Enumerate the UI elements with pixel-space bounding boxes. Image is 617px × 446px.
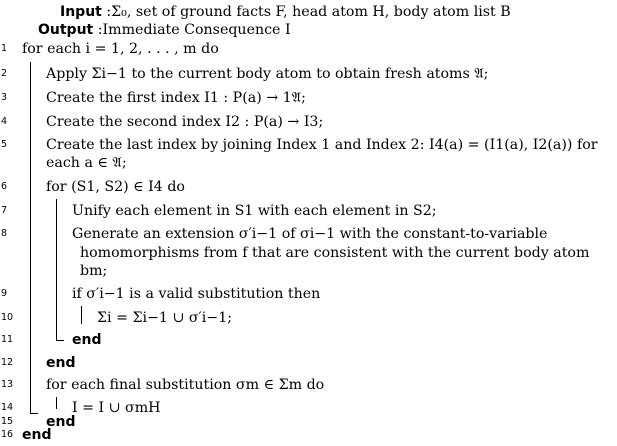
algorithm-line-continuation bbox=[0, 152, 617, 174]
algorithm-line bbox=[0, 374, 617, 396]
line-number: 14 bbox=[1, 402, 14, 413]
line-number: 12 bbox=[1, 357, 14, 368]
line-number: 4 bbox=[1, 116, 8, 127]
line-number: 6 bbox=[1, 181, 8, 192]
line-text: Create the last index by joining Index 1 and Index 2: I4(a) = (I1(a), I2(a)) for bbox=[46, 137, 598, 153]
line-number: 8 bbox=[1, 228, 8, 239]
line-text: each a ∈ 𝔄; bbox=[46, 155, 127, 171]
line-text: I = I ∪ σmH bbox=[72, 400, 161, 416]
block-rule-inner-for bbox=[56, 199, 57, 341]
line-text: Generate an extension σ′i−1 of σi−1 with the constant-to-variable bbox=[72, 226, 548, 242]
line-text: Apply Σi−1 to the current body atom to obtain fresh atoms 𝔄; bbox=[46, 66, 489, 82]
algorithm-line bbox=[0, 329, 617, 351]
algorithm-line bbox=[0, 87, 617, 109]
block-rule-for-end bbox=[30, 413, 38, 414]
line-number: 16 bbox=[1, 429, 14, 440]
line-number: 5 bbox=[1, 139, 8, 150]
line-number: 7 bbox=[1, 205, 8, 216]
block-rule-for bbox=[30, 62, 31, 414]
line-number: 2 bbox=[1, 68, 8, 79]
algorithm-line bbox=[0, 176, 617, 198]
algorithm-line bbox=[0, 38, 617, 60]
line-text: if σ′i−1 is a valid substitution then bbox=[72, 286, 321, 302]
line-number: 13 bbox=[1, 379, 14, 390]
block-rule-final-for bbox=[56, 397, 57, 409]
line-number: 10 bbox=[1, 312, 14, 323]
line-text: Create the second index I2 : P(a) → I3; bbox=[46, 114, 324, 130]
algorithm-line bbox=[0, 307, 617, 329]
block-rule-inner-for-end bbox=[56, 340, 64, 341]
algorithm-line-continuation bbox=[0, 260, 617, 282]
input-label: Input bbox=[60, 4, 102, 20]
line-text: for (S1, S2) ∈ I4 do bbox=[46, 179, 185, 195]
line-text: end bbox=[72, 332, 102, 348]
line-number: 3 bbox=[1, 92, 8, 103]
line-text: end bbox=[46, 355, 76, 371]
block-rule-if bbox=[81, 306, 82, 324]
line-text: for each i = 1, 2, . . . , m do bbox=[22, 41, 219, 57]
algorithm-line bbox=[0, 352, 617, 374]
line-text: end bbox=[46, 414, 76, 430]
line-number: 11 bbox=[1, 334, 14, 345]
line-number: 9 bbox=[1, 288, 8, 299]
line-text: homomorphisms from f that are consistent with the current body atom bbox=[80, 245, 590, 261]
input-text: :Σ₀, set of ground facts F, head atom H, body atom list B bbox=[106, 4, 511, 20]
line-text: Σi = Σi−1 ∪ σ′i−1; bbox=[97, 310, 233, 326]
line-text: for each final substitution σm ∈ Σm do bbox=[46, 377, 325, 393]
algorithm-line bbox=[0, 63, 617, 85]
output-label: Output bbox=[38, 22, 94, 38]
line-number: 15 bbox=[1, 416, 14, 427]
algorithm-line bbox=[0, 200, 617, 222]
line-text: Create the first index I1 : P(a) → 1𝔄; bbox=[46, 90, 306, 106]
line-number: 1 bbox=[1, 43, 8, 54]
line-text: bm; bbox=[80, 263, 108, 279]
line-text: Unify each element in S1 with each element in S2; bbox=[72, 203, 437, 219]
algorithm-line bbox=[0, 111, 617, 133]
line-text: end bbox=[22, 427, 52, 443]
algorithm-line bbox=[0, 283, 617, 305]
output-text: :Immediate Consequence I bbox=[97, 22, 291, 38]
